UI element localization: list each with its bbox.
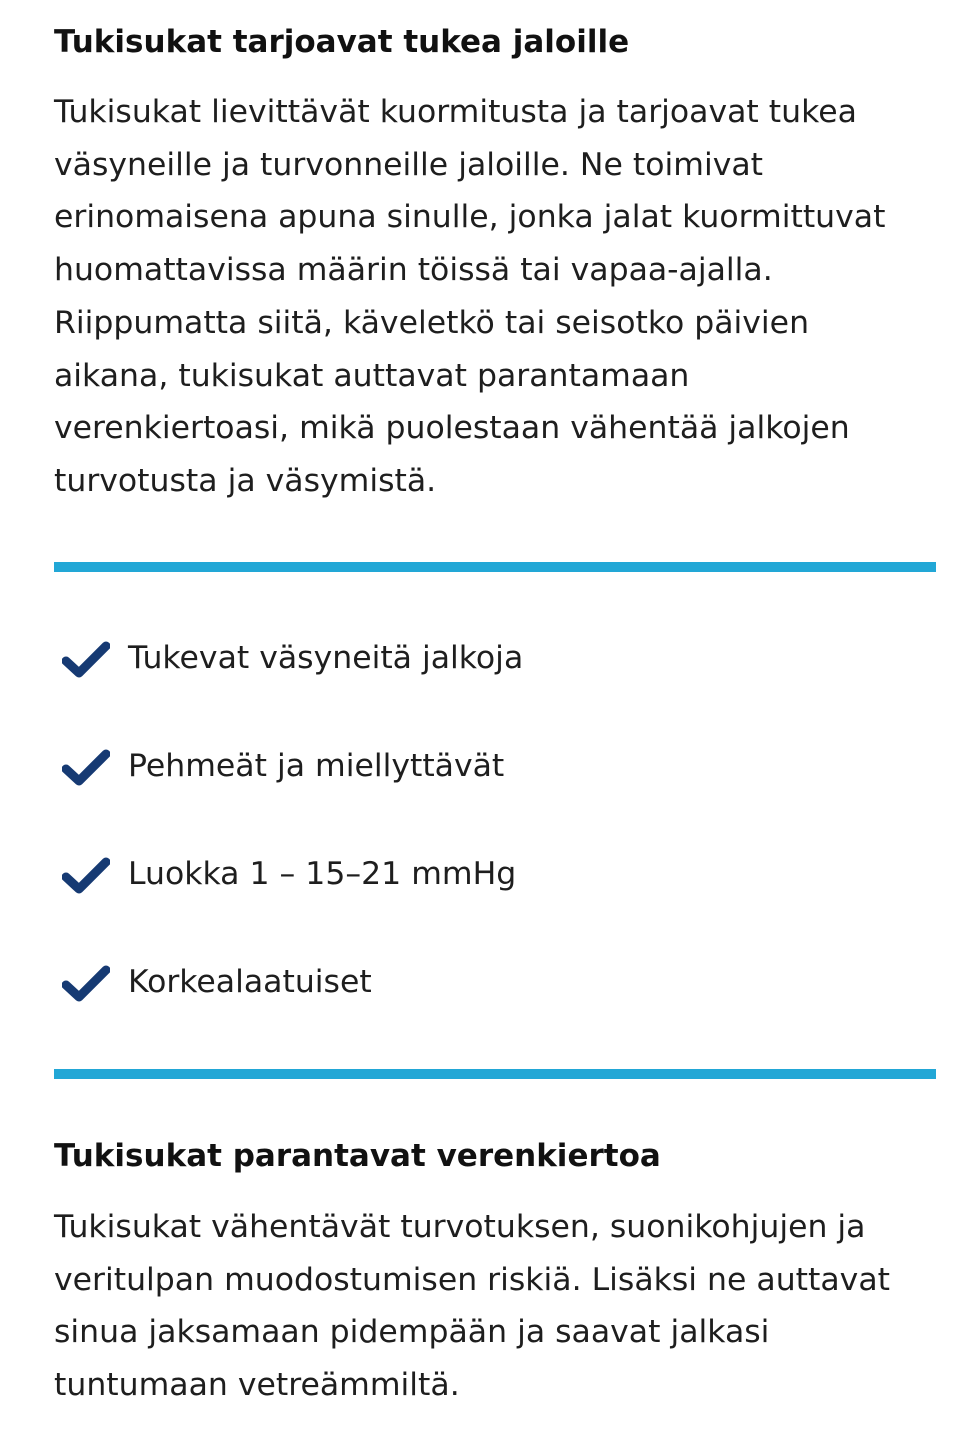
top-divider [54, 562, 936, 572]
checkmark-icon [62, 640, 110, 680]
checkmark-icon [62, 964, 110, 1004]
section-title-support: Tukisukat tarjoavat tukea jaloille [54, 24, 630, 60]
feature-label: Tukevat väsyneitä jalkoja [128, 640, 524, 676]
checkmark-icon [62, 856, 110, 896]
section-title-circulation: Tukisukat parantavat verenkiertoa [54, 1138, 661, 1174]
feature-label: Korkealaatuiset [128, 964, 372, 1000]
feature-item [54, 848, 914, 908]
feature-item [54, 632, 914, 692]
feature-label: Luokka 1 – 15–21 mmHg [128, 856, 517, 892]
feature-label: Pehmeät ja miellyttävät [128, 748, 505, 784]
bottom-divider [54, 1069, 936, 1079]
checkmark-icon [62, 748, 110, 788]
section-body-circulation: Tukisukat vähentävät turvotuksen, suonikohjujen ja veritulpan muodostumisen riskiä. Lisäksi ne auttavat sinua jaksamaan pidempään ja saavat jalkasi tuntumaan vetreämmiltä. [54, 1209, 890, 1404]
section-body-support: Tukisukat lievittävät kuormitusta ja tarjoavat tukea väsyneille ja turvonneille jaloille. Ne toimivat erinomaisena apuna sinulle, jonka jalat kuormittuvat huomattavissa määrin töissä tai vapaa-ajalla. Riippumatta siitä, käveletkö tai seisotko päivien aikana, tukisukat auttavat parantamaan verenkiertoasi, mikä puolestaan vähentää jalkojen turvotusta ja väsymistä. [54, 94, 886, 499]
feature-item [54, 740, 914, 800]
feature-item [54, 956, 914, 1016]
